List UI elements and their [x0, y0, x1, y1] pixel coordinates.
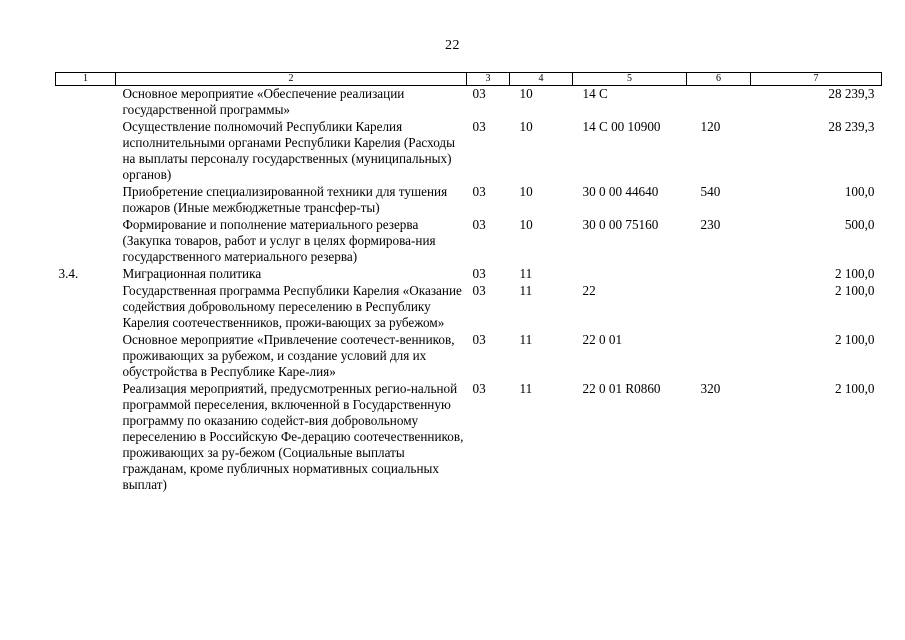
table-row: [56, 217, 882, 266]
section-code: 03: [472, 381, 486, 396]
subsection-code: 10: [519, 184, 533, 199]
row-name: Реализация мероприятий, предусмотренных регио-нальной программой переселения, включенной в Государственную программу по оказанию содейст-вия добровольному переселению в Российскую Фе-дерацию соотечественников, проживающих за ру-бежом (Социальные выплаты гражданам, кроме публичных нормативных социальных выплат): [122, 381, 464, 492]
subsection-code: 11: [519, 266, 533, 281]
table-row: [56, 283, 882, 332]
expense-type-code: [687, 86, 751, 120]
section-code: 03: [472, 119, 486, 134]
amount: 500,0: [844, 217, 875, 232]
table-row: [56, 266, 882, 283]
expense-type-code: [687, 266, 751, 283]
section-code: 03: [472, 217, 486, 232]
amount: 2 100,0: [834, 381, 875, 396]
header-cell: 6: [687, 73, 751, 86]
subsection-code: 11: [519, 332, 533, 347]
target-article-code: 22: [582, 283, 596, 298]
section-code: 03: [472, 332, 486, 347]
row-number: [56, 332, 116, 381]
row-name: Приобретение специализированной техники для тушения пожаров (Иные межбюджетные трансфер-ты): [122, 184, 448, 215]
expense-type-code: [687, 283, 751, 332]
row-name: Основное мероприятие «Обеспечение реализации государственной программы»: [122, 86, 405, 117]
table-row: [56, 119, 882, 184]
target-article-code: 14 С 00 10900: [582, 119, 661, 134]
row-number: [56, 217, 116, 266]
subsection-code: 11: [519, 381, 533, 396]
expense-type-code: 540: [700, 184, 721, 199]
table-row: [56, 332, 882, 381]
row-number: 3.4.: [58, 266, 79, 281]
row-number: [56, 283, 116, 332]
section-code: 03: [472, 266, 486, 281]
target-article-code: 30 0 00 75160: [582, 217, 659, 232]
header-cell: 1: [56, 73, 116, 86]
table-row: [56, 86, 882, 120]
row-name: Основное мероприятие «Привлечение соотечест-венников, проживающих за рубежом, и создание условий для их обустройства в Республике Каре-лия»: [122, 332, 455, 379]
row-name: Осуществление полномочий Республики Карелия исполнительными органами Республики Карелия (Расходы на выплаты персоналу государственных (муниципальных) органов): [122, 119, 455, 182]
header-row: [56, 73, 882, 86]
amount: 28 239,3: [828, 119, 875, 134]
budget-table: [55, 72, 882, 494]
subsection-code: 11: [519, 283, 533, 298]
target-article-code: 22 0 01: [582, 332, 623, 347]
expense-type-code: 120: [700, 119, 721, 134]
row-number: [56, 86, 116, 120]
section-code: 03: [472, 184, 486, 199]
header-cell: 4: [510, 73, 573, 86]
header-cell: 7: [751, 73, 882, 86]
target-article-code: 14 С: [582, 86, 608, 101]
row-number: [56, 381, 116, 494]
target-article-code: 30 0 00 44640: [582, 184, 659, 199]
row-name: Миграционная политика: [122, 266, 262, 281]
header-cell: 3: [467, 73, 510, 86]
column-number-header: [56, 73, 882, 86]
expense-type-code: 320: [700, 381, 721, 396]
section-code: 03: [472, 86, 486, 101]
amount: 100,0: [844, 184, 875, 199]
target-article-code: [573, 266, 687, 283]
expense-type-code: 230: [700, 217, 721, 232]
amount: 28 239,3: [828, 86, 875, 101]
row-number: [56, 119, 116, 184]
target-article-code: 22 0 01 R0860: [582, 381, 661, 396]
subsection-code: 10: [519, 119, 533, 134]
header-cell: 5: [573, 73, 687, 86]
header-cell: 2: [116, 73, 467, 86]
subsection-code: 10: [519, 217, 533, 232]
amount: 2 100,0: [834, 266, 875, 281]
row-name: Формирование и пополнение материального резерва (Закупка товаров, работ и услуг в целях формирова-ния государственного материального резерва): [122, 217, 436, 264]
table-row: [56, 184, 882, 217]
section-code: 03: [472, 283, 486, 298]
amount: 2 100,0: [834, 283, 875, 298]
row-name: Государственная программа Республики Карелия «Оказание содействия добровольному переселению в Республику Карелия соотечественников, прожи-вающих за рубежом»: [122, 283, 462, 330]
amount: 2 100,0: [834, 332, 875, 347]
table-row: [56, 381, 882, 494]
page-number: 22: [445, 38, 460, 53]
expense-type-code: [687, 332, 751, 381]
subsection-code: 10: [519, 86, 533, 101]
row-number: [56, 184, 116, 217]
